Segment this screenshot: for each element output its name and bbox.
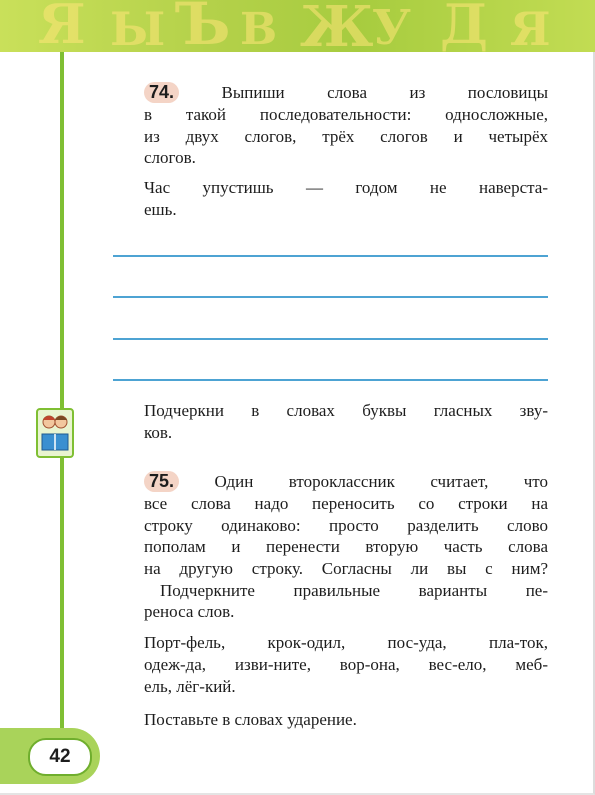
exercise-75-line (144, 471, 548, 492)
answer-line[interactable] (113, 379, 548, 381)
banner-letter-glyph: Я (38, 0, 86, 52)
banner-letter-glyph: Я (510, 2, 551, 52)
exercise-74-task-line: из двух слогов, трёх слогов и четырёх (144, 127, 548, 146)
exercise-74-number: 74. (144, 82, 179, 103)
exercise-74-task-line: в такой последовательности: односложные, (144, 105, 548, 124)
exercise-74-extra-task: ков. (144, 423, 173, 442)
left-margin-band (0, 52, 64, 742)
exercise-75-text-line: все слова надо переносить со строки на (144, 494, 548, 513)
exercise-75-task-line: реноса слов. (144, 602, 235, 621)
exercise-74-task-line: Выпиши слова из пословицы (221, 83, 548, 102)
word-list-line: Порт-фель, крок-одил, пос-уда, пла-ток, (144, 633, 548, 652)
answer-line[interactable] (113, 255, 548, 257)
banner-letter-glyph: У (372, 0, 411, 52)
reading-children-icon (36, 408, 74, 458)
exercise-74-task-line: слогов. (144, 148, 196, 167)
exercise-74-line (144, 82, 548, 103)
exercise-75-final-task: Поставьте в словах ударение. (144, 710, 357, 729)
exercise-75-text-line: строку одинаково: просто разделить слово (144, 516, 548, 535)
banner-letter-glyph: Ъ (175, 0, 231, 52)
exercise-75-text-line: пополам и перенести вторую часть слова (144, 537, 548, 556)
word-list-line: ель, лёг-кий. (144, 677, 236, 696)
page-number: 42 (28, 738, 92, 776)
banner-letter-glyph: Д (440, 0, 489, 52)
exercise-74-extra-task: Подчеркни в словах буквы гласных зву- (144, 401, 548, 420)
decorative-banner (0, 0, 595, 52)
answer-line[interactable] (113, 296, 548, 298)
exercise-75-number: 75. (144, 471, 179, 492)
exercise-75-text-line: Один второклассник считает, что (214, 472, 548, 491)
exercise-75-task-line: Подчеркните правильные варианты пе- (160, 581, 548, 600)
answer-line[interactable] (113, 338, 548, 340)
banner-letter-glyph: Ж (300, 0, 374, 52)
proverb-line: ешь. (144, 200, 177, 219)
proverb-line: Час упустишь — годом не наверста- (144, 178, 548, 197)
banner-letter-glyph: Ы (110, 2, 166, 52)
word-list-line: одеж-да, изви-ните, вор-она, вес-ело, меб- (144, 655, 548, 674)
banner-letter-glyph: В (240, 4, 278, 52)
exercise-75-text-line: на другую строку. Согласны ли вы с ним? (144, 559, 548, 578)
